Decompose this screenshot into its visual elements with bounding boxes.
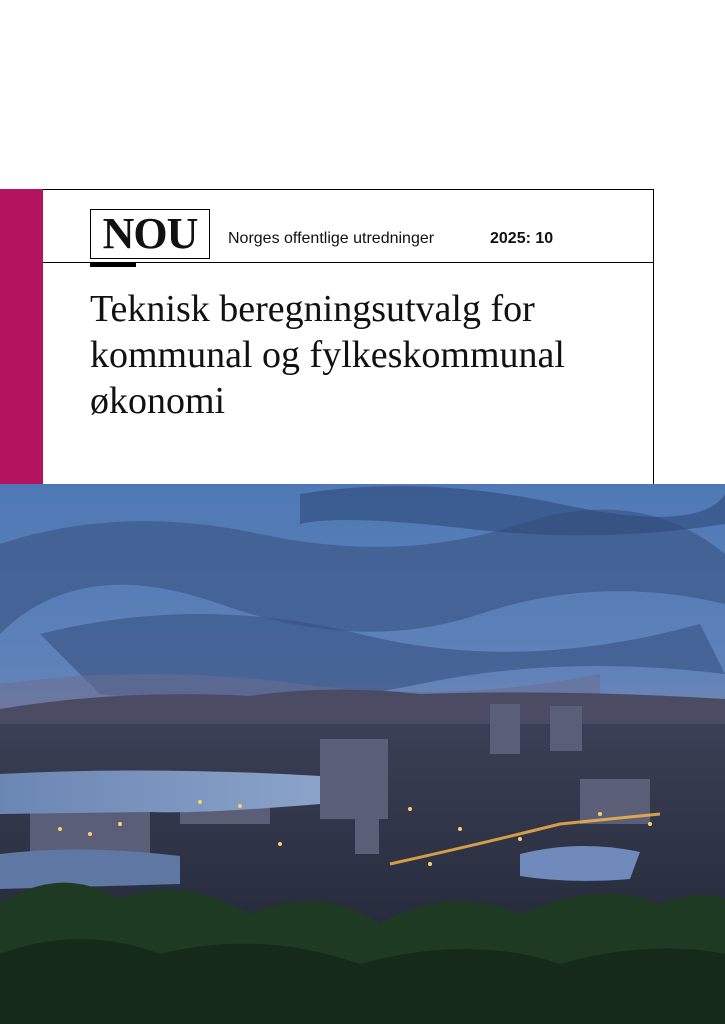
nou-logo-underline <box>90 262 136 267</box>
nou-logo: NOU <box>90 209 210 259</box>
accent-bar <box>0 189 43 484</box>
issue-number: 2025: 10 <box>490 230 554 247</box>
cover-photo <box>0 484 725 1024</box>
document-title: Teknisk beregningsutvalg for kommunal og fylkeskommunal økonomi <box>90 288 565 422</box>
series-name: Norges offentlige utredninger <box>228 230 435 247</box>
